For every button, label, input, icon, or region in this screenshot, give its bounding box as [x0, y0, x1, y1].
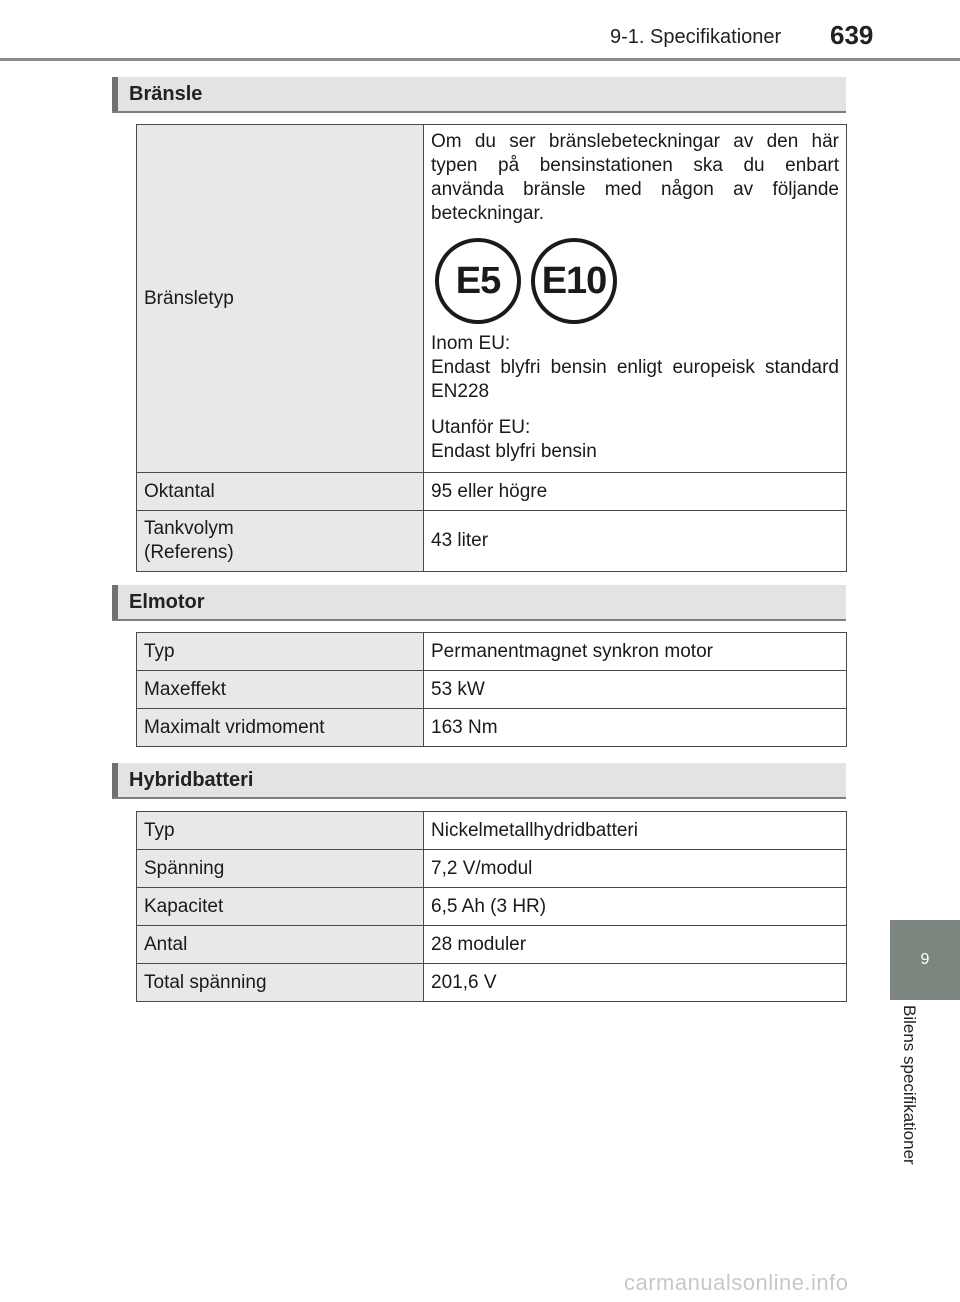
row-value: 6,5 Ah (3 HR) — [424, 888, 847, 926]
table-row — [137, 926, 847, 964]
section-heading-bransle — [112, 77, 846, 113]
section-title: Bränsle — [129, 83, 203, 105]
battery-table — [136, 811, 847, 1002]
row-value: 7,2 V/modul — [424, 850, 847, 888]
row-value: Nickelmetallhydridbatteri — [424, 812, 847, 850]
watermark: carmanualsonline.info — [624, 1270, 849, 1295]
table-row — [137, 709, 847, 747]
row-key — [137, 511, 424, 572]
motor-table — [136, 632, 847, 747]
row-value: Permanentmagnet synkron motor — [424, 633, 847, 671]
outside-eu-text: Endast blyfri bensin — [431, 441, 597, 462]
table-row — [137, 125, 847, 473]
outside-eu-block — [431, 416, 839, 464]
chapter-number: 9 — [920, 951, 930, 968]
table-row — [137, 511, 847, 572]
page-number: 639 — [830, 20, 874, 50]
table-row — [137, 964, 847, 1002]
table-row — [137, 671, 847, 709]
row-value: 201,6 V — [424, 964, 847, 1002]
table-row — [137, 888, 847, 926]
header-divider — [0, 58, 960, 61]
table-row — [137, 850, 847, 888]
table-row — [137, 633, 847, 671]
row-value: 43 liter — [424, 511, 847, 572]
section-accent — [112, 77, 118, 111]
row-key: Typ — [137, 633, 424, 671]
section-title: Hybridbatteri — [129, 769, 254, 791]
fuel-marks — [431, 226, 839, 332]
row-value: 95 eller högre — [424, 473, 847, 511]
section-accent — [112, 585, 118, 619]
row-key-line: (Referens) — [144, 542, 234, 563]
inside-eu-text: Endast blyfri bensin enligt europeisk standard EN228 — [431, 357, 839, 402]
e5-mark: E5 — [435, 238, 521, 324]
fuel-type-label: Bränsletyp — [144, 287, 234, 309]
e10-mark: E10 — [531, 238, 617, 324]
row-key: Maximalt vridmoment — [137, 709, 424, 747]
section-heading-hybridbatteri — [112, 763, 846, 799]
row-key: Maxeffekt — [137, 671, 424, 709]
row-value: 28 moduler — [424, 926, 847, 964]
row-key: Oktantal — [137, 473, 424, 511]
outside-eu-heading: Utanför EU: — [431, 417, 531, 438]
fuel-type-key — [137, 125, 424, 473]
section-heading-elmotor — [112, 585, 846, 621]
fuel-intro: Om du ser bränslebeteckningar av den här typen på bensinstationen ska du enbart använda bränsle med någon av följande beteckningar. — [431, 131, 839, 224]
row-key: Typ — [137, 812, 424, 850]
table-row — [137, 473, 847, 511]
chapter-label: Bilens specifikationer — [900, 1005, 919, 1165]
section-title: Elmotor — [129, 591, 205, 613]
row-key: Total spänning — [137, 964, 424, 1002]
inside-eu-block — [431, 332, 839, 404]
row-key-line: Tankvolym — [144, 518, 234, 539]
fuel-table — [136, 124, 847, 572]
row-key: Antal — [137, 926, 424, 964]
row-key: Kapacitet — [137, 888, 424, 926]
section-accent — [112, 763, 118, 797]
row-value: 53 kW — [424, 671, 847, 709]
row-key: Spänning — [137, 850, 424, 888]
header-section-title: 9-1. Specifikationer — [610, 26, 782, 48]
inside-eu-heading: Inom EU: — [431, 333, 511, 354]
row-value: 163 Nm — [424, 709, 847, 747]
table-row — [137, 812, 847, 850]
fuel-type-value — [424, 125, 847, 473]
chapter-tab[interactable] — [890, 920, 960, 1000]
